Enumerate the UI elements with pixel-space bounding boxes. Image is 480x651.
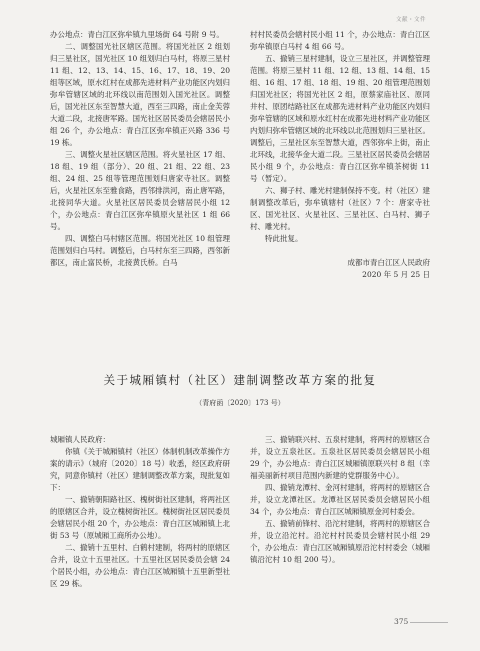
paragraph: 二、撤销十五里村、白鹤村建制，将两村的原辖区合并，设立十五里社区。十五里社区居民委员会辖 24 个居民小组，办公地点：青白江区城厢镇十五里新型社区 29 栋。: [50, 543, 230, 588]
signature-org: 成都市青白江区人民政府: [347, 258, 430, 267]
page-number: 375: [394, 617, 409, 626]
paragraph: 村村民委员会辖村民小组 11 个，办公地点：青白江区弥牟镇原白马村 4 组 66 号。: [250, 30, 430, 51]
bottom-right-column: [250, 434, 430, 566]
paragraph: 四、调整白马村辖区范围。将国光社区 10 组管理范围划归白马村。调整后，白马村东至三四路，西邻新都区，南止富民桥，北接黄氏桥。白马: [50, 234, 230, 267]
signature-date: 2020 年 5 月 25 日: [362, 270, 430, 279]
paragraph: 三、调整火星社区辖区范围。将火星社区 17 组、18 组、19 组（部分）、20 组、21 组、22 组、23 组、24 组、25 组等管理范围划归唐家寺社区。调整后，火星社区东至雅食路，西邻排洪河，南止唐军路，北接同华大道。火星社区居民委员会辖居民小组 12 个，办公地点：青白江区弥牟镇原火星社区 1 组 66 号。: [50, 150, 230, 231]
running-header: 文献・文件: [396, 17, 427, 23]
top-right-paragraphs: [250, 29, 430, 245]
top-right-column: [250, 29, 430, 281]
top-left-column: [50, 29, 230, 269]
paragraph: 办公地点：青白江区弥牟镇九里场街 64 号附 9 号。: [50, 30, 224, 39]
paragraph: 五、撤销三星村建制，设立三星社区，并调整管理范围。将原三星村 11 组、12 组、13 组、14 组、15 组、16 组、17 组、18 组、19 组、20 组管理范围划归国光社区；将国光社区 2 组，原蔡家庙社区、原同井村、原团结路社区在成都先进材料产业功能区内划归弥牟管辖的区域和原水红村在成都先进材料产业功能区内划归弥牟管辖区域的北环线以北范围划归三星社区。调整后，三星社区东至智慧大道，西邻弥牟上街，南止北环线，北接华金大道二段。三星社区居民委员会辖居民小组 9 个，办公地点：青白江区弥牟镇茶树街 11 号（暂定）。: [250, 54, 430, 183]
paragraph: 一、撤销朝阳路社区、槐树街社区建制，将两社区的原辖区合并，设立槐树街社区。槐树街社区居民委员会辖居民小组 20 个，办公地点：青白江区城厢镇上北街 53 号（原城厢工商所办公地）。: [50, 495, 230, 540]
paragraph: 六、狮子村、雕光村建制保持不变。村（社区）建制调整改革后，弥牟镇辖村（社区）7 个：唐家寺社区、国光社区、火星社区、三星社区、白马村、狮子村、雕光村。: [250, 186, 430, 231]
paragraph: 二、调整国光社区辖区范围。将国光社区 2 组划归三星社区，国光社区 10 组划归白马村，将原三星村 11 组、12、13、14、15、16、17、18、19、20 组等区域，原水红村在成都先进材料产业功能区内划归弥牟管辖区域的北环线以南范围划入国光社区。调整后，国光社区东至智慧大道，西至三四路，南止金芙蓉大道二段，北接唐军路。国光社区居民委员会辖居民小组 26 个，办公地点：青白江区弥牟镇正兴路 336 号 19 栋。: [50, 42, 230, 147]
paragraph: 五、撤销前锋村、沿沱村建制，将两村的原辖区合并，设立沿沱村。沿沱村村民委员会辖村民小组 29 个，办公地点：青白江区城厢镇原沿沱村村委会（城厢镇沿沱村 10 组 200 号）。: [250, 519, 430, 564]
footer-rule: [410, 622, 448, 623]
paragraph: 你镇《关于城厢镇村（社区）体制机制改革操作方案的请示》（城府〔2020〕18 号）收悉，经区政府研究，同意你镇村（社区）建制调整改革方案，现批复如下：: [50, 447, 230, 492]
document-title: 关于城厢镇村（社区）建制调整改革方案的批复: [103, 373, 377, 387]
bottom-left-column: [50, 434, 230, 590]
paragraph: 特此批复。: [265, 234, 303, 243]
paragraph: 三、撤销联兴村、五泉村建制，将两村的原辖区合并，设立五泉社区。五泉社区居民委员会辖居民小组 29 个，办公地点：青白江区城厢镇原联兴村 8 组（幸福美丽新村项目范围内新建的党群服务中心）。: [250, 435, 430, 480]
paragraph: 城厢镇人民政府：: [50, 435, 110, 444]
paragraph: 四、撤销龙潭村、金河村建制，将两村的原辖区合并，设立龙潭社区。龙潭社区居民委员会辖居民小组 34 个，办公地点：青白江区城厢镇原金河村委会。: [250, 483, 430, 516]
document-number: （青府函〔2020〕173 号）: [195, 399, 285, 407]
